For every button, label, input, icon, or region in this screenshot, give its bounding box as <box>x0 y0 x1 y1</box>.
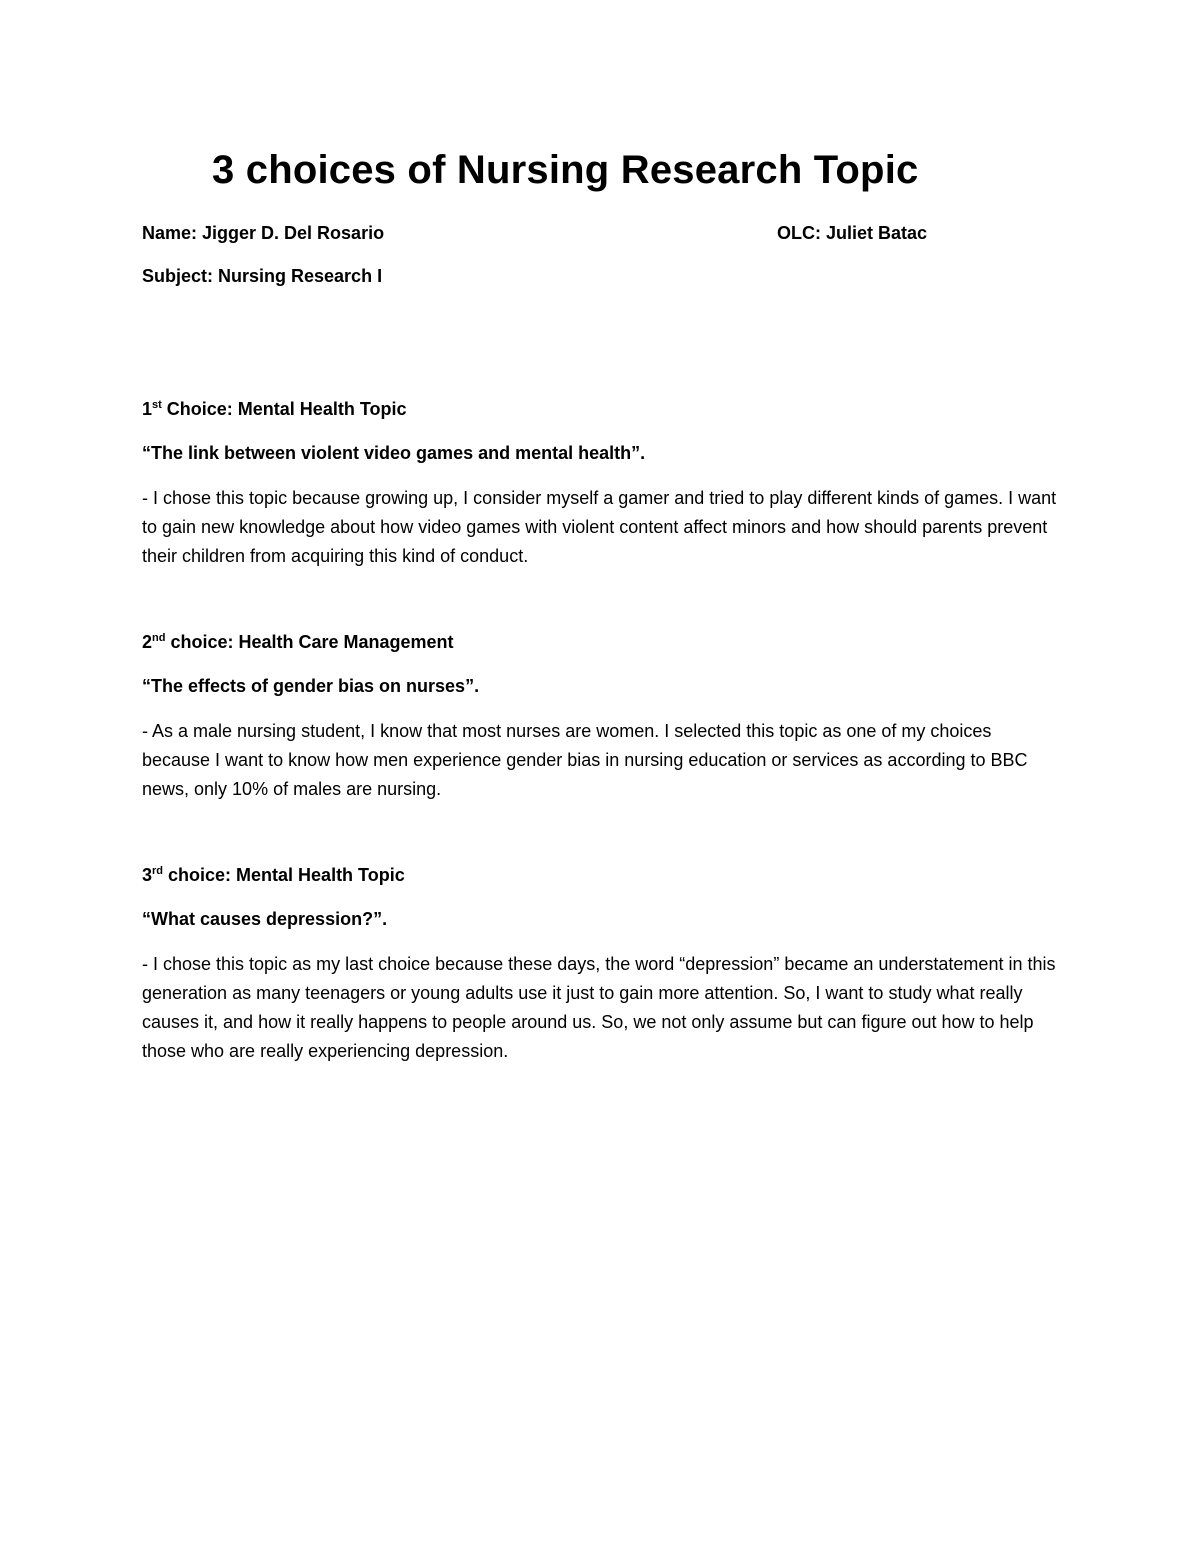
choice-section-3 <box>142 864 1062 1066</box>
choice-topic: “What causes depression?”. <box>142 909 388 929</box>
choice-heading-text: choice: Mental Health Topic <box>163 865 405 885</box>
choice-number: 2 <box>142 632 153 652</box>
choice-heading <box>142 864 1062 886</box>
choice-heading <box>142 631 1062 653</box>
choice-rationale: - I chose this topic because growing up, I consider myself a gamer and tried to play different kinds of games. I want to gain new knowledge about how video games with violent content affect minors and how should parents prevent their children from acquiring this kind of conduct. <box>142 488 1057 566</box>
choice-number: 1 <box>142 399 153 419</box>
document-title: 3 choices of Nursing Research Topic <box>212 148 919 192</box>
choice-heading-text: choice: Health Care Management <box>165 632 454 652</box>
student-name: Name: Jigger D. Del Rosario <box>142 223 385 243</box>
choice-ordinal-suffix: rd <box>152 865 164 877</box>
choice-rationale: - As a male nursing student, I know that most nurses are women. I selected this topic as one of my choices because I want to know how men experience gender bias in nursing education or services as according to BBC news, only 10% of males are nursing. <box>142 721 1028 799</box>
choice-heading <box>142 398 1062 420</box>
choice-section-1 <box>142 398 1062 571</box>
choice-rationale: - I chose this topic as my last choice because these days, the word “depression” became an understatement in this generation as many teenagers or young adults use it just to gain more attention. So, I want to study what really causes it, and how it really happens to people around us. So, we not only assume but can figure out how to help those who are really experiencing depression. <box>142 954 1056 1061</box>
choice-heading-text: Choice: Mental Health Topic <box>161 399 407 419</box>
subject-line: Subject: Nursing Research I <box>142 266 383 286</box>
choice-topic: “The link between violent video games and mental health”. <box>142 443 646 463</box>
choice-ordinal-suffix: st <box>152 399 162 411</box>
choice-number: 3 <box>142 865 153 885</box>
olc-name: OLC: Juliet Batac <box>777 223 928 243</box>
choice-ordinal-suffix: nd <box>152 632 166 644</box>
choice-section-2 <box>142 631 1062 804</box>
choice-topic: “The effects of gender bias on nurses”. <box>142 676 480 696</box>
